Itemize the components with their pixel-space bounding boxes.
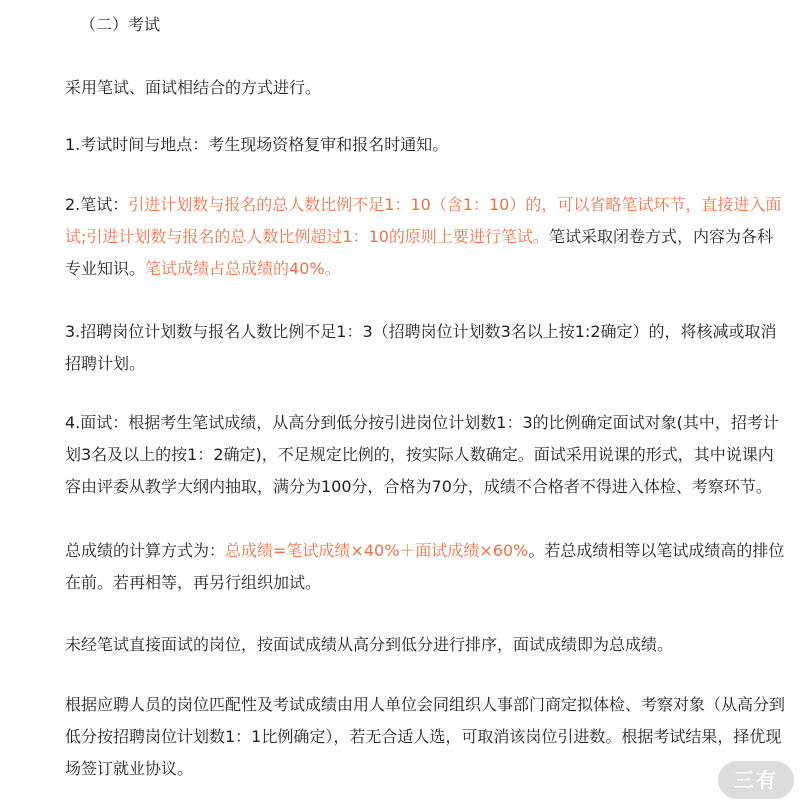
total-score-formula: 总成绩=笔试成绩×40%＋面试成绩×60% — [225, 541, 529, 560]
written-exam-lead: 2.笔试： — [65, 195, 129, 214]
paragraph-total-score — [65, 535, 785, 599]
paragraph-recruitment-ratio: 3.招聘岗位计划数与报名人数比例不足1：3（招聘岗位计划数3名以上按1:2确定）的，将核减或取消招聘计划。 — [65, 322, 777, 373]
total-score-tail: 。若总成绩相等以笔试成绩高的排位在前。若再相等，再另行组织加试。 — [65, 541, 785, 592]
paragraph-time-location: 1.考试时间与地点：考生现场资格复审和报名时通知。 — [65, 135, 449, 154]
section-heading: （二）考试 — [80, 15, 161, 34]
written-exam-highlight-weight: 笔试成绩占总成绩的40%。 — [145, 259, 341, 278]
total-score-lead: 总成绩的计算方式为： — [65, 541, 226, 560]
written-exam-content: 笔试采取闭卷方式，内容为各科专业知识。 — [65, 227, 773, 278]
watermark-logo: 三有 — [718, 761, 794, 799]
paragraph-exam-method: 采用笔试、面试相结合的方式进行。 — [65, 78, 322, 97]
written-exam-highlight-ratio: 引进计划数与报名的总人数比例不足1：10（含1：10）的，可以省略笔试环节，直接进入面试;引进计划数与报名的总人数比例超过1：10的原则上要进行笔试。 — [65, 195, 782, 246]
paragraph-direct-interview: 未经笔试直接面试的岗位，按面试成绩从高分到低分进行排序，面试成绩即为总成绩。 — [65, 635, 674, 654]
paragraph-written-exam — [65, 189, 785, 285]
paragraph-selection: 根据应聘人员的岗位匹配性及考试成绩由用人单位会同组织人事部门商定拟体检、考察对象（从高分到低分按招聘岗位计划数1：1比例确定），若无合适人选，可取消该岗位引进数。根据考试结果，择优现场签订就业协议。 — [65, 695, 786, 778]
paragraph-interview: 4.面试：根据考生笔试成绩，从高分到低分按引进岗位计划数1：3的比例确定面试对象(其中，招考计划3名及以上的按1：2确定)，不足规定比例的，按实际人数确定。面试采用说课的形式，其中说课内容由评委从教学大纲内抽取，满分为100分，合格为70分，成绩不合格者不得进入体检、考察环节。 — [65, 413, 779, 496]
